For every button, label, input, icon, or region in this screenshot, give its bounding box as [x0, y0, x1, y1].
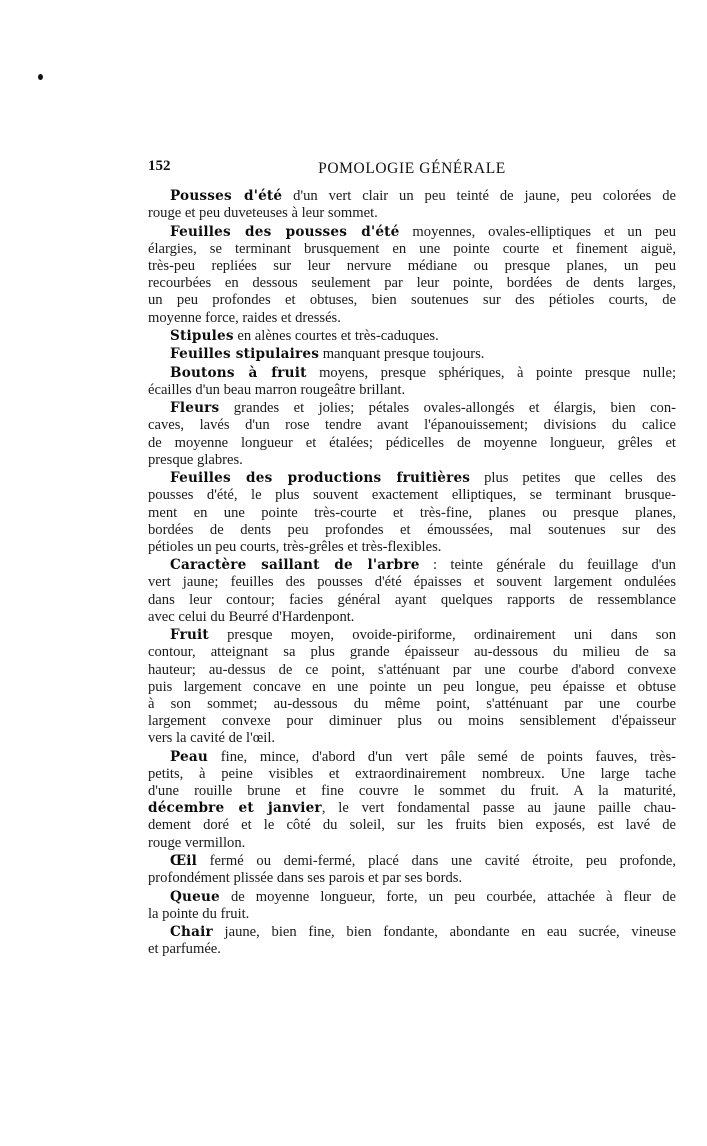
paragraph [148, 224, 676, 327]
text-line [148, 188, 676, 205]
line-text: vers la cavité de l'œil. [148, 730, 276, 747]
text-line [148, 400, 676, 417]
line-text: rouge vermillon. [148, 834, 246, 851]
line-text: profondément plissée dans ses parois et par ses bords. [148, 870, 463, 887]
line-text: petits, à peine visibles et extraordinairement nombreux. Une large tache [148, 765, 676, 782]
line-text: manquant presque toujours. [319, 346, 485, 363]
line-text: la pointe du fruit. [148, 905, 250, 922]
text-line [148, 592, 676, 609]
text-line [148, 470, 676, 487]
paragraph-term: Caractère saillant de l'arbre [170, 557, 420, 574]
paragraph-term: Boutons à fruit [170, 364, 307, 381]
paragraph-term: Peau [170, 748, 208, 765]
line-text: à son sommet; au-dessous du même point, s'atténuant par une courbe [148, 695, 676, 712]
text-line [148, 766, 676, 783]
text-line [148, 941, 676, 958]
emphasis-text: décembre et janvier [148, 800, 322, 817]
text-line [148, 679, 676, 696]
margin-speck [38, 74, 43, 80]
line-text: puis largement concave en une pointe un peu longue, peu épaisse et obtuse [148, 678, 676, 695]
paragraph-term: Fruit [170, 627, 209, 644]
text-line [148, 258, 676, 275]
paragraph [148, 749, 676, 852]
line-text: plus petites que celles des [470, 470, 676, 487]
line-text: presque glabres. [148, 451, 243, 468]
line-text: un peu profondes et obtuses, bien soutenues sur des pétioles courts, de [148, 292, 676, 309]
text-line [148, 644, 676, 661]
text-line [148, 696, 676, 713]
paragraph-term: Queue [170, 888, 220, 905]
paragraph [148, 924, 676, 958]
text-line [148, 205, 676, 222]
line-text: ment en une pointe très-courte et très-fine, planes ou presque planes, [148, 504, 676, 521]
line-text: largement convexe pour diminuer plus ou moins sensiblement d'épaisseur [148, 713, 676, 730]
text-line [148, 749, 676, 766]
line-text: dement doré et le côté du soleil, sur les fruits bien exposés, est lavé de [148, 817, 676, 834]
line-text: fine, mince, d'abord d'un vert pâle semé de points fauves, très- [208, 748, 676, 765]
paragraph [148, 557, 676, 626]
paragraph [148, 889, 676, 923]
text-line [148, 817, 676, 834]
line-text: dans leur contour; facies général ayant quelques rapports de ressemblance [148, 591, 676, 608]
text-line [148, 487, 676, 504]
text-line [148, 224, 676, 241]
line-text: rouge et peu duveteuses à leur sommet. [148, 205, 378, 222]
page-header [148, 158, 676, 178]
text-line [148, 539, 676, 556]
line-text: fermé ou demi-fermé, placé dans une cavité étroite, peu profonde, [196, 853, 676, 869]
paragraph [148, 470, 676, 556]
text-line [148, 889, 676, 906]
line-text: très-peu repliées sur leur nervure médiane ou presque planes, un peu [148, 257, 676, 274]
line-text: recourbées en dessous seulement par leur pointe, bordées de dents larges, [148, 275, 676, 292]
line-text: écailles d'un beau marron rougeâtre brillant. [148, 381, 406, 398]
text-line [148, 906, 676, 923]
paragraph [148, 346, 676, 363]
text-line [148, 522, 676, 539]
paragraph [148, 188, 676, 222]
text-line [148, 505, 676, 522]
text-line [148, 574, 676, 591]
paragraph-term: Œil [170, 853, 197, 869]
line-text: moyenne force, raides et dressés. [148, 309, 341, 326]
text-line [148, 275, 676, 292]
line-text: élargies, se terminant brusquement en une pointe courte et finement aiguë, [148, 240, 676, 257]
text-line [148, 924, 676, 941]
running-title: POMOLOGIE GÉNÉRALE [318, 160, 506, 177]
line-text: bordées de dents peu profondes et émoussées, mal soutenues sur des [148, 521, 676, 538]
line-text: jaune, bien fine, bien fondante, abondante en eau sucrée, vineuse [212, 924, 676, 941]
text-line [148, 346, 676, 363]
paragraph-term: Feuilles des productions fruitières [170, 470, 471, 487]
paragraph-term: Fleurs [170, 400, 220, 417]
paragraph-term: Feuilles des pousses d'été [170, 223, 400, 240]
text-line [148, 870, 676, 887]
paragraph [148, 400, 676, 469]
line-text: de moyenne longueur et étalées; pédicelles de moyenne longueur, grêles et [148, 434, 676, 451]
paragraph [148, 365, 676, 399]
text-line [148, 557, 676, 574]
text-line [148, 835, 676, 852]
page-body [148, 188, 676, 960]
line-text: contour, atteignant sa plus grande épaisseur au-dessous du milieu de sa [148, 644, 676, 661]
text-line [148, 730, 676, 747]
text-line [148, 328, 676, 345]
line-text: caves, lavés d'un rose tendre avant l'épanouissement; divisions du calice [148, 417, 676, 434]
text-line [148, 417, 676, 434]
text-line [148, 800, 676, 817]
line-text: d'un vert clair un peu teinté de jaune, peu colorées de [282, 188, 676, 204]
text-line [148, 853, 676, 870]
line-text: d'une rouille brune et fine couvre le sommet du fruit. A la maturité, [148, 783, 676, 800]
paragraph-term: Stipules [170, 327, 234, 344]
paragraph [148, 853, 676, 887]
page-number: 152 [148, 158, 171, 174]
line-text: en alènes courtes et très-caduques. [233, 327, 439, 344]
paragraph-term: Pousses d'été [170, 188, 283, 204]
line-text: moyens, presque sphériques, à pointe presque nulle; [306, 364, 676, 381]
text-line [148, 435, 676, 452]
text-line [148, 452, 676, 469]
line-text: pétioles un peu courts, très-grêles et très-flexibles. [148, 538, 442, 555]
paragraph-term: Feuilles stipulaires [170, 346, 320, 363]
text-line [148, 310, 676, 327]
text-line [148, 609, 676, 626]
line-text: presque moyen, ovoide-piriforme, ordinairement uni dans son [208, 627, 676, 644]
text-line [148, 365, 676, 382]
line-text: : teinte générale du feuillage d'un [419, 557, 676, 574]
text-line [148, 662, 676, 679]
line-text: et parfumée. [148, 941, 221, 958]
text-line [148, 783, 676, 800]
text-line [148, 382, 676, 399]
line-text: moyennes, ovales-elliptiques et un peu [399, 223, 676, 240]
line-text: vert jaune; feuilles des pousses d'été épaisses et souvent largement ondulées [148, 574, 676, 591]
text-line [148, 713, 676, 730]
text-line [148, 627, 676, 644]
text-line [148, 292, 676, 309]
line-text: , le vert fondamental passe au jaune paille chau- [321, 800, 676, 817]
line-text: avec celui du Beurré d'Hardenpont. [148, 608, 355, 625]
line-text: pousses d'été, le plus souvent exactement elliptiques, se terminant brusque- [148, 487, 676, 504]
paragraph-term: Chair [170, 924, 213, 941]
text-line [148, 241, 676, 258]
paragraph [148, 328, 676, 345]
paragraph [148, 627, 676, 747]
line-text: grandes et jolies; pétales ovales-allongés et élargis, bien con- [219, 400, 676, 417]
line-text: de moyenne longueur, forte, un peu courbée, attachée à fleur de [219, 888, 676, 905]
line-text: hauteur; au-dessus de ce point, s'atténuant par une courbe d'abord convexe [148, 661, 676, 678]
